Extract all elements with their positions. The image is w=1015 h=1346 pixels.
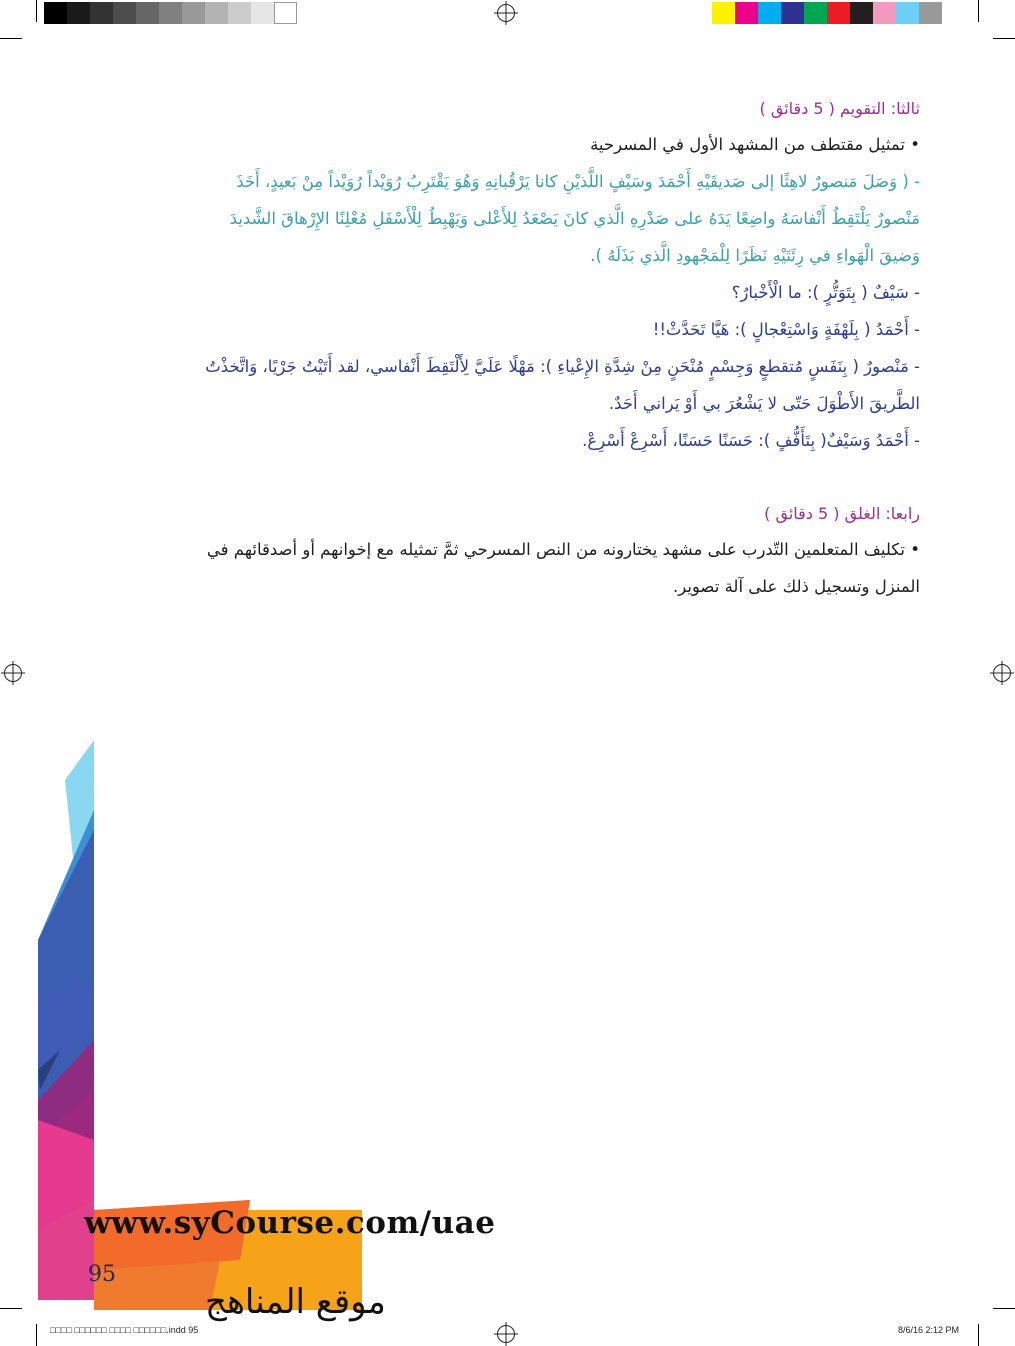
page-number: 95 [88,1262,116,1287]
crop-mark [978,1324,979,1346]
crop-mark [993,38,1015,39]
dialogue-line: - أَحْمَدُ وَسَيْفٌ( بِتَأَفُّفٍ ): حَسَنًا حَسَنًا، أَسْرِعْ أَسْرِعْ. [582,431,920,450]
website-watermark: www.syCourse.com/uae [84,1205,496,1241]
grayscale-color-bar [44,2,297,24]
crop-mark [36,1324,37,1346]
lesson-content [90,92,920,605]
registration-mark-icon [4,664,22,682]
dialogue-line: - مَنْصورٌ ( بِنَفَسٍ مُتقطعٍ وَجِسْمٍ مُنْحَنٍ مِنْ شِدَّةِ الإِعْياءِ ): مَهْلًا عَلَيَّ لِأَلْتَقِطَ أَنْفاسي، لقد أَتَيْتُ جَرْيًا، وَاتَّخذْتُ [205,357,920,376]
crop-mark [36,0,37,22]
section-4-heading: رابعا: الغلق ( 5 دقائق ) [764,504,920,523]
slug-date: 8/6/16 2:12 PM [898,1325,960,1335]
site-logo-text: موقع المناهج [205,1282,386,1322]
dialogue-line: - سَيْفٌ ( بِتَوَتُّرٍ ): ما الْأَخْبارُ؟ [731,283,920,302]
section-3-bullet: • تمثيل مقتطف من المشهد الأول في المسرحية [590,135,920,154]
dialogue-line: الطَّريقَ الأَطْوَلَ حَتّى لا يَشْعُرَ بي أَوْ يَراني أَحَدٌ. [608,394,920,413]
slug-filename: □□□□ □□□□□□ □□□□ □□□□□□.indd 95 [50,1325,199,1335]
process-color-bar [712,2,942,24]
crop-mark [0,38,22,39]
section-3-heading: ثالثا: التقويم ( 5 دقائق ) [759,99,920,118]
dialogue-line: - أَحْمَدُ ( بِلَهْفَةٍ وَاسْتِعْجالٍ ): هَيَّا تَحَدَّثْ!! [652,320,920,339]
crop-mark [978,0,979,22]
narration-line-1: - ( وَصَلَ مَنصورٌ لاهِثًا إلى صَديقَيْهِ أَحْمَدَ وسَيْفٍ اللَّذيْنِ كانا يَرْقُبانِهِ وَهُوَ يَقْتَرِبُ رُوَيْداً رُوَيْداً مِنْ بَعيدٍ، أَخَذَ [236,172,920,191]
crop-mark [993,1308,1015,1309]
registration-mark-icon [993,664,1011,682]
narration-line-3: وَضيقَ الْهَواءِ في رِئَتَيْهِ نَظَرًا لِلْمَجْهودِ الَّذي بَذَلَهُ ). [590,246,920,265]
section-4-line-2: المنزل وتسجيل ذلك على آلة تصوير. [672,577,920,596]
registration-mark-icon [497,4,515,22]
section-4-line-1: • تكليف المتعلمين التّدرب على مشهد يختارونه من النص المسرحي ثمَّ تمثيله مع إخوانهم أو أصدقائهم في [206,540,920,559]
narration-line-2: مَنْصورٌ يَلْتَقِطُ أَنْفاسَهُ واضِعًا يَدَهُ على صَدْرِهِ الَّذي كانَ يَصْعَدُ لِلأَعْلى وَيَهْبِطُ لِلْأَسْفَلِ مُعْلِنًا الإِرْهاقَ الشَّديدَ [229,209,920,228]
registration-mark-icon [497,1325,515,1343]
